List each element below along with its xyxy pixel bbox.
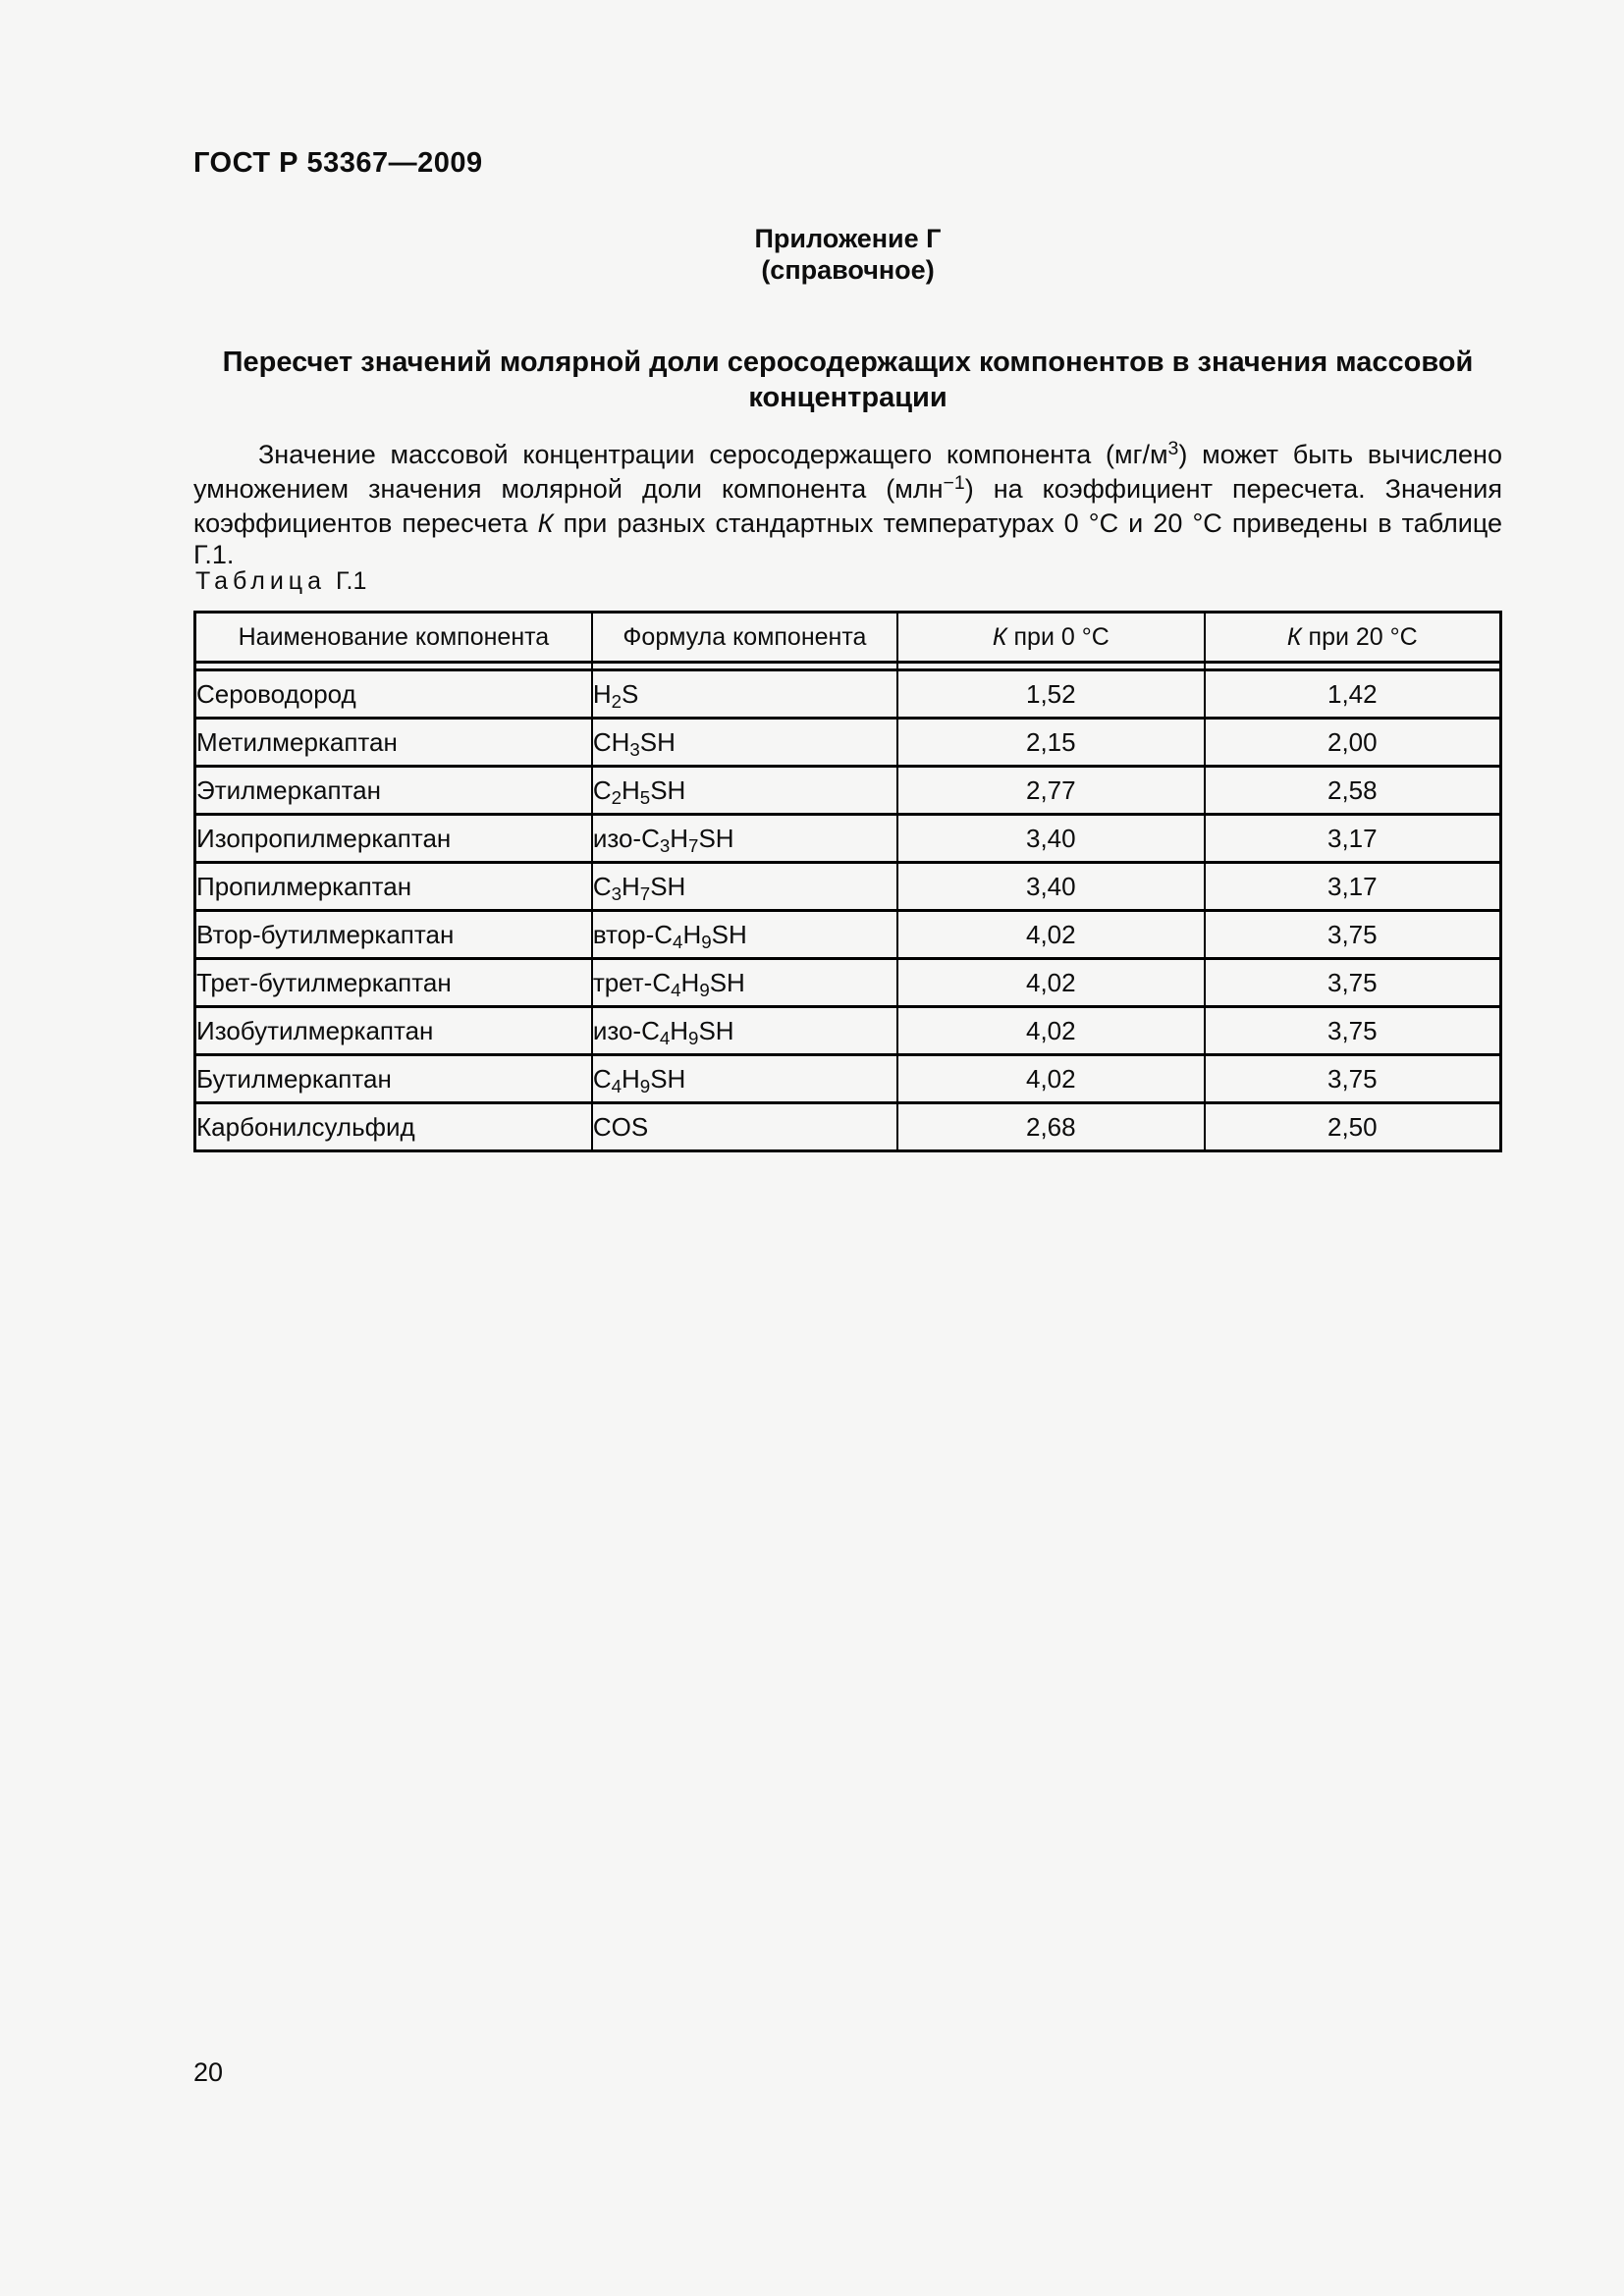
page-number: 20: [193, 2057, 224, 2087]
table-row: [195, 767, 1501, 815]
formula-subscript: 4: [673, 932, 683, 953]
k-at-0c-cell: 2,15: [897, 719, 1205, 767]
formula-text: CH: [592, 726, 630, 757]
formula-subscript: 4: [659, 1028, 671, 1049]
component-formula-cell: [592, 1103, 897, 1151]
k-at-0c-cell: 4,02: [897, 1007, 1205, 1055]
table-row: [195, 815, 1501, 863]
formula-text: H: [622, 1063, 640, 1094]
formula-subscript: 5: [639, 787, 651, 809]
k-at-20c-cell: 2,58: [1205, 767, 1501, 815]
formula-subscript: 9: [639, 1076, 651, 1097]
k-at-20c-cell: 3,75: [1205, 959, 1501, 1007]
formula-text: H: [622, 871, 640, 901]
formula-text: H: [670, 823, 689, 853]
text-segment: при 20 °С: [1301, 622, 1418, 651]
k-at-20c-cell: 2,50: [1205, 1103, 1501, 1151]
formula-subscript: 4: [611, 1076, 622, 1097]
formula-text: C: [592, 1063, 612, 1094]
component-formula-cell: [592, 1007, 897, 1055]
component-formula-cell: [592, 815, 897, 863]
page-content: [193, 0, 1502, 2296]
header-double-rule-row: [195, 663, 1501, 670]
component-name-cell: Втор-бутилмеркаптан: [195, 911, 592, 959]
table-header-row: [195, 613, 1501, 663]
formula-subscript: 9: [688, 1028, 699, 1049]
component-name-cell: Пропилмеркаптан: [195, 863, 592, 911]
k-at-20c-cell: 3,17: [1205, 815, 1501, 863]
k-at-20c-cell: 3,75: [1205, 1007, 1501, 1055]
appendix-label: Приложение Г: [754, 224, 942, 253]
formula-text: C: [592, 774, 612, 805]
component-name-cell: Изобутилмеркаптан: [195, 1007, 592, 1055]
component-name-cell: Метилмеркаптан: [195, 719, 592, 767]
component-formula-cell: [592, 1055, 897, 1103]
formula-subscript: 2: [611, 787, 622, 809]
k-at-0c-cell: 4,02: [897, 1055, 1205, 1103]
table-row: [195, 670, 1501, 719]
formula-text: H: [682, 919, 702, 949]
text-segment: Значение массовой концентрации серосодержащего компонента (мг/м: [258, 440, 1168, 469]
table-caption: [195, 567, 366, 596]
table-row: [195, 1007, 1501, 1055]
text-segment: ) может быть вычислено умножением значения молярной доли компонента (млн: [193, 440, 1502, 504]
k-at-0c-cell: 3,40: [897, 815, 1205, 863]
formula-subscript: 9: [699, 980, 710, 1001]
formula-text: H: [670, 1015, 689, 1045]
formula-text: SH: [711, 919, 747, 949]
formula-subscript: 9: [701, 932, 712, 953]
k-at-20c-cell: 3,75: [1205, 911, 1501, 959]
text-segment: при разных стандартных температурах 0 °С и 20 °С приведены в таблице Г.1.: [193, 508, 1502, 569]
formula-text: H: [622, 774, 640, 805]
table-caption-word: Таблица: [195, 567, 327, 595]
formula-text: SH: [650, 774, 686, 805]
text-segment: ) на коэффициент пересчета. Значения коэффициентов пересчета: [193, 474, 1502, 538]
formula-text: C: [592, 871, 612, 901]
component-formula-cell: [592, 959, 897, 1007]
component-formula-cell: [592, 719, 897, 767]
formula-subscript: 4: [671, 980, 681, 1001]
k-at-0c-cell: 4,02: [897, 959, 1205, 1007]
formula-text: S: [622, 678, 639, 709]
k-at-20c-cell: 1,42: [1205, 670, 1501, 719]
formula-subscript: 7: [639, 883, 651, 905]
formula-subscript: 7: [688, 835, 699, 857]
text-segment: К: [537, 508, 554, 538]
table-row: [195, 863, 1501, 911]
table-row: [195, 1055, 1501, 1103]
k-at-0c-cell: 4,02: [897, 911, 1205, 959]
table-row: [195, 1103, 1501, 1151]
double-rule-cell: [592, 663, 897, 670]
appendix-note: (справочное): [761, 255, 935, 285]
formula-subscript: 2: [611, 691, 622, 713]
double-rule-cell: [195, 663, 592, 670]
component-name-cell: Карбонилсульфид: [195, 1103, 592, 1151]
column-header-4: [1205, 613, 1501, 663]
text-segment: Наименование компонента: [238, 622, 550, 651]
double-rule-cell: [897, 663, 1205, 670]
formula-text: SH: [698, 1015, 734, 1045]
formula-text: H: [680, 967, 700, 997]
text-segment: 3: [1167, 438, 1179, 460]
k-at-0c-cell: 2,68: [897, 1103, 1205, 1151]
intro-paragraph: [193, 439, 1502, 570]
formula-subscript: 3: [629, 739, 640, 761]
k-at-20c-cell: 3,17: [1205, 863, 1501, 911]
component-formula-cell: [592, 911, 897, 959]
text-segment: К: [1286, 622, 1302, 651]
column-header-3: [897, 613, 1205, 663]
component-name-cell: Изопропилмеркаптан: [195, 815, 592, 863]
formula-text: SH: [709, 967, 745, 997]
table-row: [195, 719, 1501, 767]
text-segment: −1: [943, 472, 965, 495]
formula-text: втор-C: [592, 919, 674, 949]
formula-text: SH: [650, 871, 686, 901]
doc-code-header: ГОСТ Р 53367—2009: [193, 147, 483, 179]
component-name-cell: Трет-бутилмеркаптан: [195, 959, 592, 1007]
component-formula-cell: [592, 670, 897, 719]
double-rule-cell: [1205, 663, 1501, 670]
table-row: [195, 959, 1501, 1007]
column-header-1: [195, 613, 592, 663]
k-at-0c-cell: 3,40: [897, 863, 1205, 911]
k-at-20c-cell: 2,00: [1205, 719, 1501, 767]
formula-text: SH: [698, 823, 734, 853]
component-name-cell: Этилмеркаптан: [195, 767, 592, 815]
k-at-20c-cell: 3,75: [1205, 1055, 1501, 1103]
table-row: [195, 911, 1501, 959]
formula-text: SH: [639, 726, 676, 757]
component-name-cell: Бутилмеркаптан: [195, 1055, 592, 1103]
component-formula-cell: [592, 863, 897, 911]
table-body: [195, 663, 1501, 1151]
formula-subscript: 3: [611, 883, 622, 905]
table-caption-number: Г.1: [336, 567, 367, 595]
component-formula-cell: [592, 767, 897, 815]
table-head: [195, 613, 1501, 663]
component-name-cell: Сероводород: [195, 670, 592, 719]
text-segment: К: [992, 622, 1007, 651]
column-header-2: [592, 613, 897, 663]
conversion-table: [193, 611, 1502, 1152]
formula-text: COS: [592, 1111, 649, 1142]
text-segment: Формула компонента: [623, 622, 867, 651]
k-at-0c-cell: 1,52: [897, 670, 1205, 719]
formula-text: изо-C: [592, 823, 660, 853]
formula-text: SH: [650, 1063, 686, 1094]
appendix-block: [193, 223, 1502, 286]
k-at-0c-cell: 2,77: [897, 767, 1205, 815]
formula-subscript: 3: [659, 835, 671, 857]
formula-text: H: [592, 678, 612, 709]
section-title: Пересчет значений молярной доли серосодержащих компонентов в значения массовой концентрации: [222, 347, 1474, 413]
formula-text: трет-C: [592, 967, 672, 997]
formula-text: изо-C: [592, 1015, 660, 1045]
text-segment: при 0 °С: [1006, 622, 1110, 651]
